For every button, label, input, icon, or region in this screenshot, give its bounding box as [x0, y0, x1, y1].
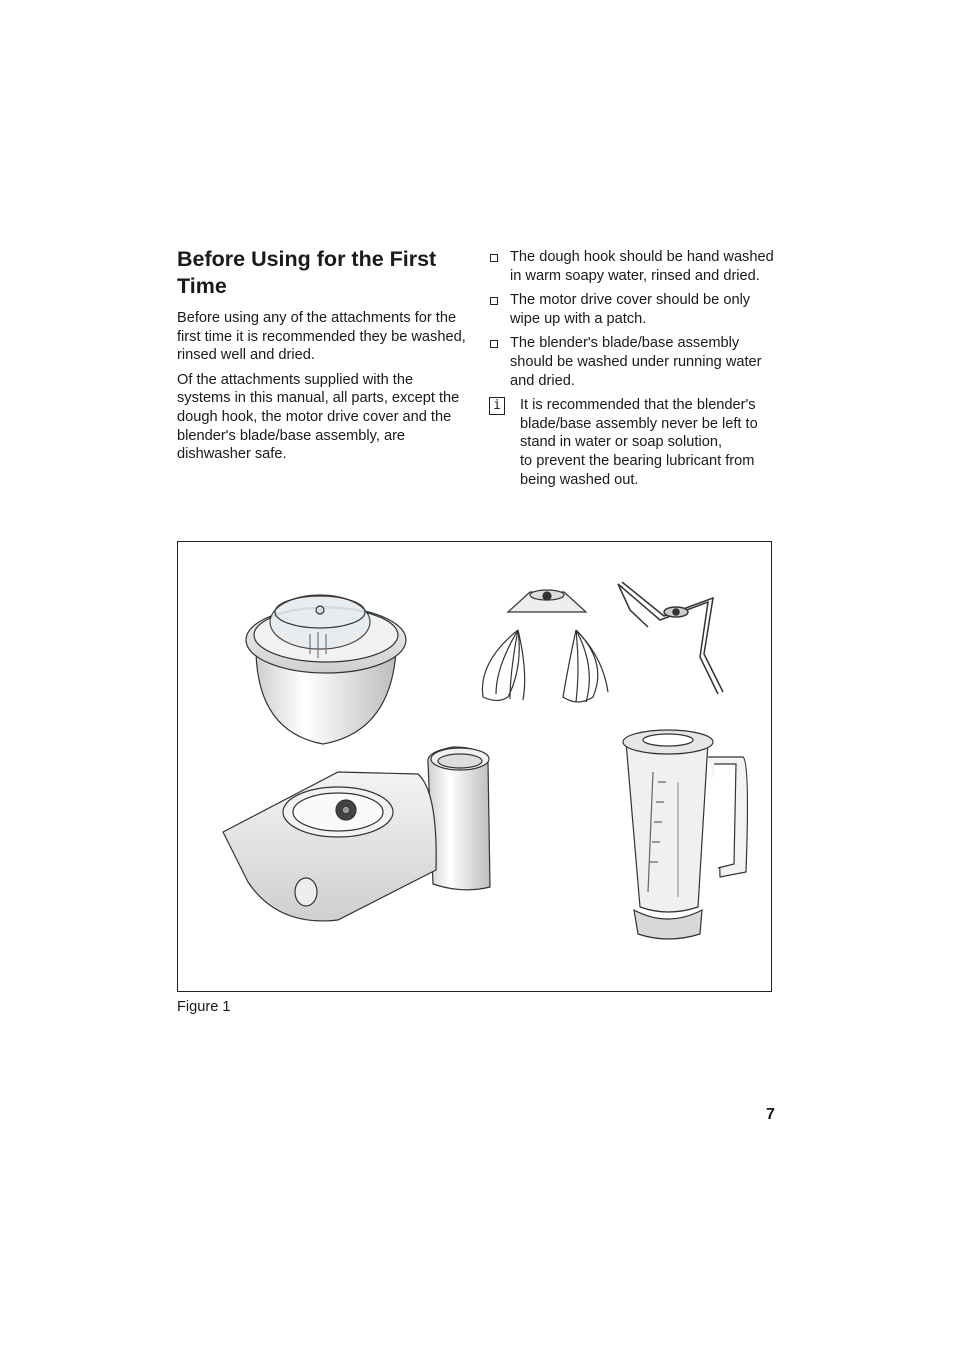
intro-paragraph-1: Before using any of the attachments for the first time it is recommended they be washed, rinsed well and dried.	[177, 310, 466, 364]
list-item	[488, 291, 784, 328]
checkbox-bullet-icon	[490, 297, 498, 305]
checkbox-bullet-icon	[490, 254, 498, 262]
info-icon: i	[489, 397, 505, 415]
intro-text	[177, 309, 469, 470]
checkbox-bullet-icon	[490, 340, 498, 348]
blender-icon	[623, 730, 747, 939]
intro-paragraph-2: Of the attachments supplied with the systems in this manual, all parts, except the dough hook, the motor drive cover and the blender's blade/base assembly, are dishwasher safe.	[177, 371, 460, 463]
cleaning-list	[488, 248, 784, 489]
mixing-bowl-icon	[246, 595, 406, 744]
list-item	[488, 248, 784, 285]
attachments-illustration	[178, 542, 770, 990]
info-note-line-1: It is recommended that the blender's blade/base assembly never be left to stand in water or soap solution,	[520, 397, 758, 451]
info-note-line-2: to prevent the bearing lubricant from being washed out.	[520, 452, 755, 488]
info-note	[488, 396, 784, 489]
info-note-text	[520, 396, 784, 489]
motor-drive-cover-icon	[428, 747, 490, 890]
list-item	[488, 334, 784, 390]
list-item-text: The blender's blade/base assembly should be washed under running water and dried.	[510, 335, 762, 389]
figure-caption: Figure 1	[177, 999, 231, 1015]
motor-base-icon	[223, 772, 436, 921]
list-item-text: The motor drive cover should be only wipe up with a patch.	[510, 292, 751, 327]
whisk-attachment-icon	[482, 590, 608, 702]
dough-hook-icon	[618, 582, 723, 694]
list-item-text: The dough hook should be hand washed in warm soapy water, rinsed and dried.	[510, 249, 774, 284]
page-number: 7	[766, 1106, 775, 1123]
section-title: Before Using for the First Time	[177, 247, 437, 298]
figure-1	[177, 541, 772, 992]
